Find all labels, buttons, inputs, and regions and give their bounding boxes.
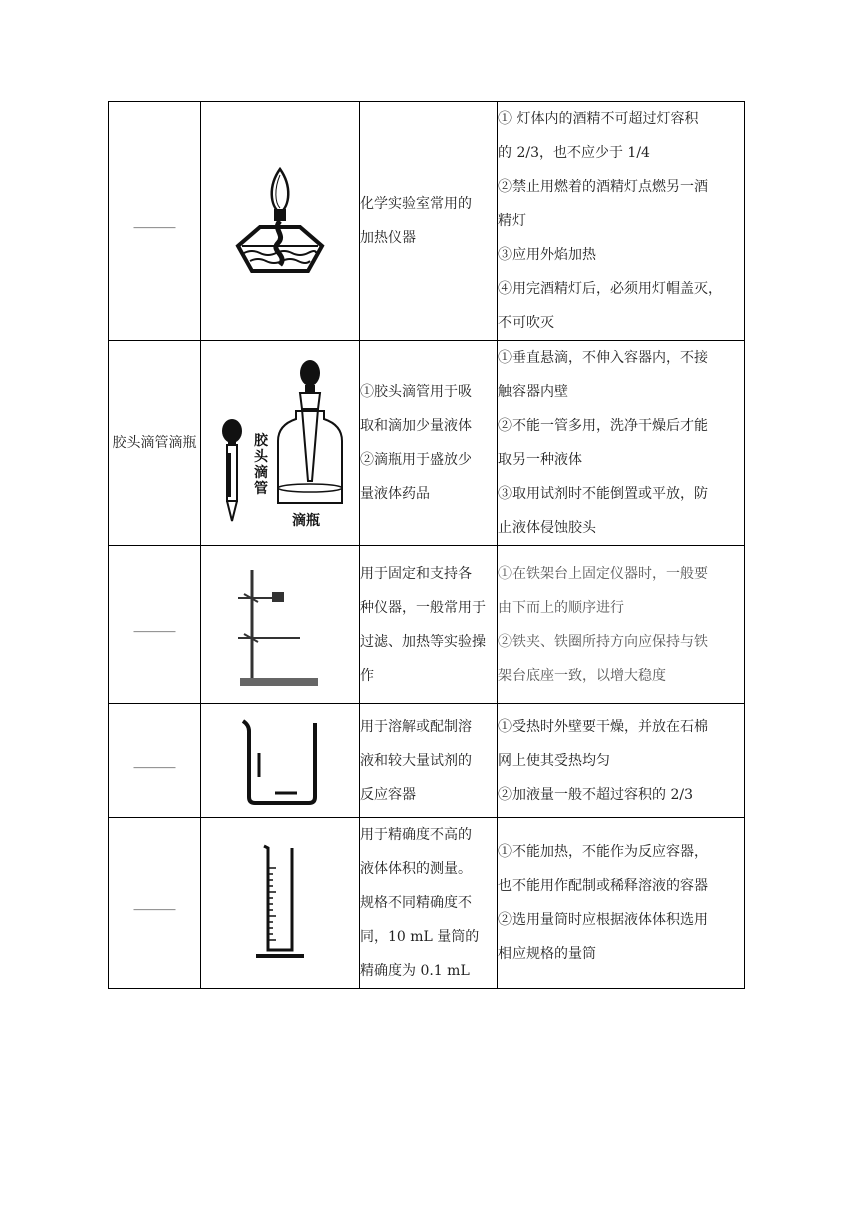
- note-line: ① 灯体内的酒精不可超过灯容积: [498, 111, 699, 127]
- note-line: 止液体侵蚀胶头: [498, 520, 596, 536]
- note-line: 精灯: [498, 213, 526, 229]
- usage-cell: [360, 102, 498, 341]
- note-line: ②铁夹、铁圈所持方向应保持与铁: [498, 633, 708, 650]
- notes-cell: [498, 546, 745, 704]
- apparatus-table: [108, 101, 745, 989]
- note-line: ②禁止用燃着的酒精灯点燃另一酒: [498, 179, 708, 195]
- table-row: [109, 704, 745, 818]
- apparatus-name: ______: [109, 102, 201, 341]
- apparatus-image: [201, 341, 360, 546]
- table-row: [109, 818, 745, 989]
- usage-line: 精确度为 0.1 mL: [360, 963, 470, 979]
- apparatus-name-text: 胶头滴管滴瓶: [112, 435, 197, 451]
- note-line: ④用完酒精灯后，必须用灯帽盖灭，: [498, 281, 722, 297]
- note-line: ①垂直悬滴，不伸入容器内，不接: [498, 350, 708, 366]
- usage-line: 液体体积的测量。: [360, 861, 472, 877]
- note-line: ③应用外焰加热: [498, 247, 596, 263]
- note-line: ①受热时外壁要干燥，并放在石棉: [498, 718, 708, 735]
- note-line: 由下而上的顺序进行: [498, 599, 624, 616]
- usage-line: 用于精确度不高的: [360, 827, 472, 843]
- svg-text:管: 管: [254, 481, 268, 497]
- svg-text:头: 头: [254, 449, 268, 465]
- usage-line: 化学实验室常用的: [360, 196, 472, 212]
- usage-line: ①胶头滴管用于吸: [360, 384, 472, 400]
- note-line: 的 2/3，也不应少于 1/4: [498, 145, 650, 161]
- usage-line: 量液体药品: [360, 486, 430, 502]
- apparatus-name: ______: [109, 546, 201, 704]
- beaker-icon: [235, 713, 325, 809]
- usage-line: 反应容器: [360, 786, 416, 803]
- usage-line: 用于固定和支持各: [360, 565, 472, 582]
- note-line: 也不能用作配制或稀释溶液的容器: [498, 878, 708, 894]
- usage-cell: [360, 704, 498, 818]
- note-line: 不可吹灭: [498, 315, 554, 331]
- usage-cell: [360, 818, 498, 989]
- note-line: 取另一种液体: [498, 452, 582, 468]
- table-row: [109, 102, 745, 341]
- alcohol-lamp-icon: [230, 161, 330, 281]
- apparatus-image: [201, 546, 360, 704]
- bottle-label: 滴瓶: [292, 513, 320, 529]
- usage-line: ②滴瓶用于盛放少: [360, 452, 472, 468]
- apparatus-name: [109, 341, 201, 546]
- notes-cell: [498, 704, 745, 818]
- table-row: [109, 341, 745, 546]
- note-line: ②加液量一般不超过容积的 2/3: [498, 786, 693, 803]
- note-line: ①在铁架台上固定仪器时，一般要: [498, 565, 708, 582]
- note-line: ②不能一管多用，洗净干燥后才能: [498, 418, 708, 434]
- usage-line: 同，10 mL 量筒的: [360, 929, 480, 945]
- apparatus-image: [201, 102, 360, 341]
- usage-line: 规格不同精确度不: [360, 895, 472, 911]
- graduated-cylinder-icon: [250, 838, 310, 968]
- dropper-label: 胶: [254, 433, 268, 449]
- apparatus-name: ______: [109, 818, 201, 989]
- note-line: ②选用量筒时应根据液体体积选用: [498, 912, 708, 928]
- note-line: ①不能加热，不能作为反应容器，: [498, 844, 708, 860]
- dropper-and-bottle-icon: [210, 353, 350, 533]
- usage-line: 液和较大量试剂的: [360, 752, 472, 769]
- usage-line: 用于溶解或配制溶: [360, 718, 472, 735]
- usage-line: 种仪器，一般常用于: [360, 599, 486, 616]
- usage-line: 作: [360, 667, 374, 684]
- note-line: 触容器内壁: [498, 384, 568, 400]
- apparatus-image: [201, 704, 360, 818]
- usage-line: 过滤、加热等实验操: [360, 633, 486, 650]
- iron-stand-icon: [230, 560, 330, 690]
- usage-line: 取和滴加少量液体: [360, 418, 472, 434]
- table-row: [109, 546, 745, 704]
- svg-text:滴: 滴: [254, 465, 268, 481]
- notes-cell: [498, 341, 745, 546]
- usage-line: 加热仪器: [360, 230, 416, 246]
- notes-cell: [498, 102, 745, 341]
- apparatus-name: ______: [109, 704, 201, 818]
- note-line: ③取用试剂时不能倒置或平放，防: [498, 486, 708, 502]
- note-line: 相应规格的量筒: [498, 946, 596, 962]
- notes-cell: [498, 818, 745, 989]
- note-line: 网上使其受热均匀: [498, 752, 610, 769]
- usage-cell: [360, 546, 498, 704]
- usage-cell: [360, 341, 498, 546]
- note-line: 架台底座一致，以增大稳度: [498, 667, 666, 684]
- apparatus-image: [201, 818, 360, 989]
